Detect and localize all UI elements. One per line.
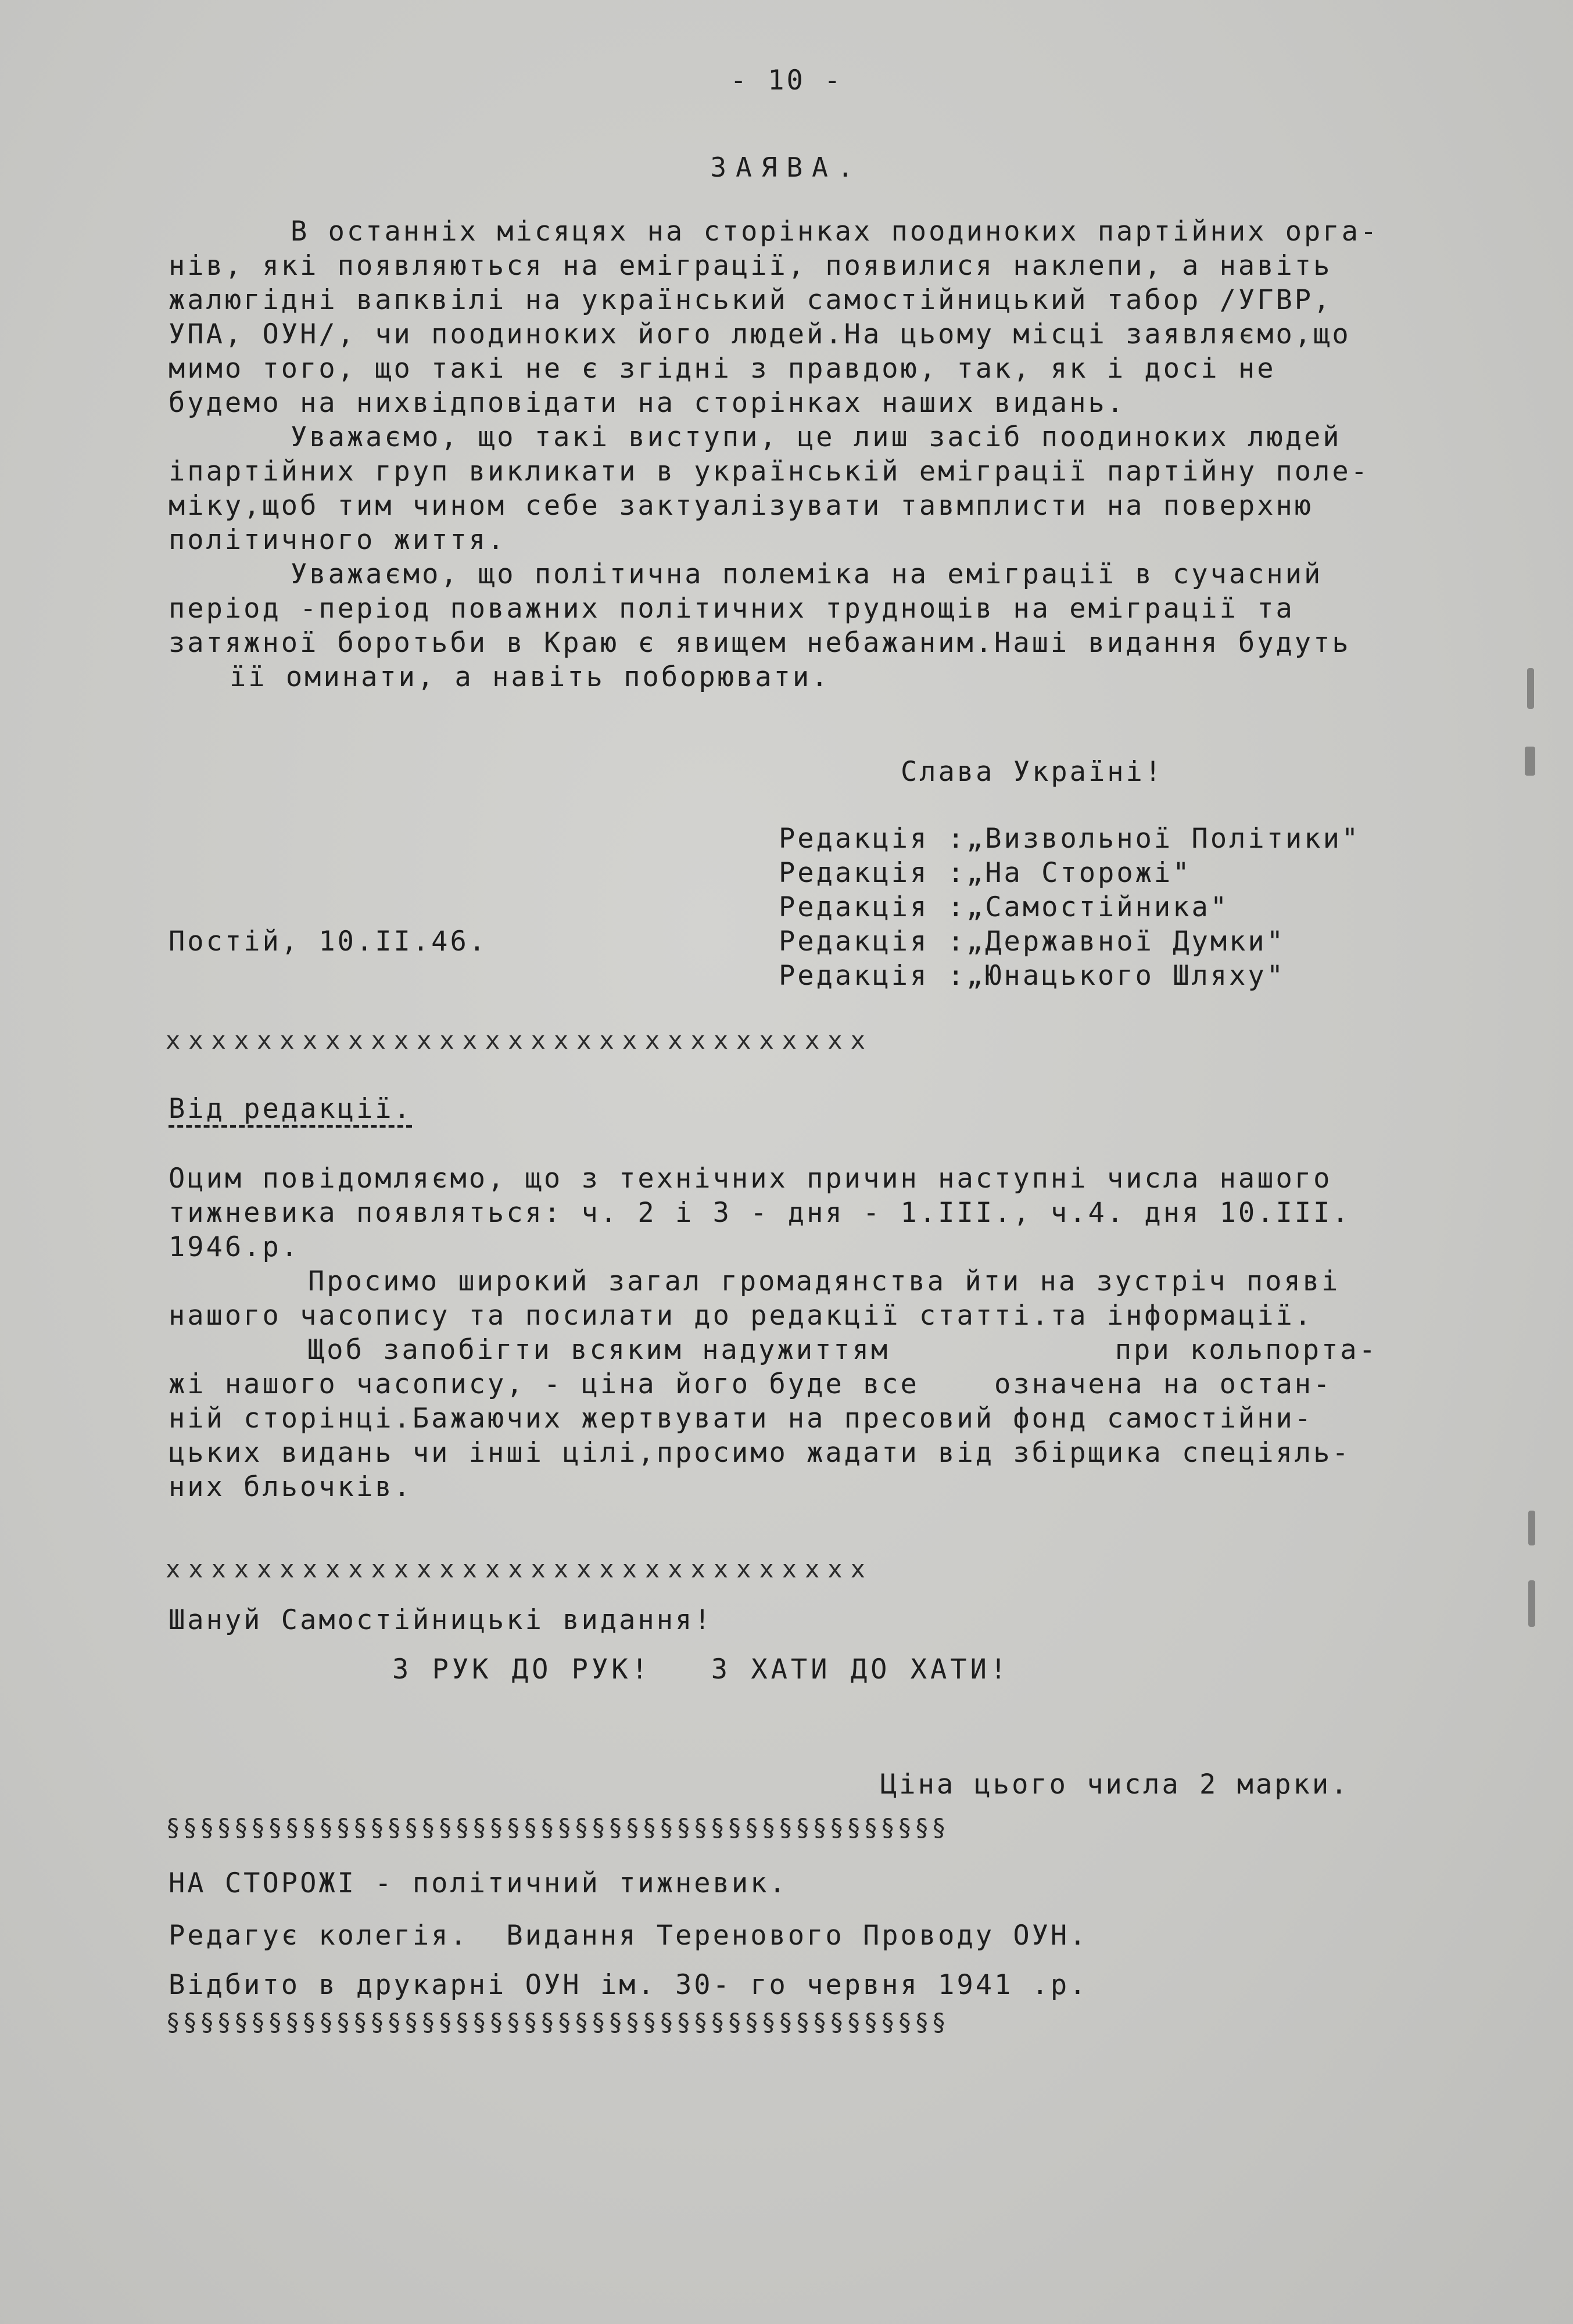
signature-line: Редакція :„Державної Думки" [779,926,1286,957]
editorial-line: цьких видань чи інші цілі,просимо жадати від збірщика спеціяль- [169,1437,1351,1469]
issue-price: Ціна цього числа 2 марки. [880,1769,1350,1801]
separator-rule: xxxxxxxxxxxxxxxxxxxxxxxxxxxxxxx [166,1026,873,1055]
printing-line: Відбито в друкарні ОУН ім. 30- го червня 1941 .р. [169,1969,1088,2001]
section-rule: §§§§§§§§§§§§§§§§§§§§§§§§§§§§§§§§§§§§§§§§§§§§§§ [166,1813,949,1842]
editors-line: Редагує колегія. Видання Теренового Проводу ОУН. [169,1920,1088,1952]
statement-line: Уважаємо, що такі виступи, це лиш засіб поодиноких людей [291,421,1342,453]
statement-line: Уважаємо, що політична полеміка на еміграції в сучасний [291,558,1323,590]
editorial-line: 1946.р. [169,1231,300,1263]
editorial-line: Просимо широкий загал громадянства йти на зустріч появі [308,1265,1341,1297]
masthead: НА СТОРОЖІ - політичний тижневик. [169,1867,788,1899]
statement-line: нів, які появляються на еміграції, появилися наклепи, а навіть [169,250,1332,282]
editorial-line: Щоб запобігти всяким надужиттям при кольпорта- [308,1334,1378,1366]
editorial-line: жі нашого часопису, - ціна його буде все означена на остан- [169,1368,1332,1400]
margin-mark [1525,747,1535,776]
document-title: ЗАЯВА. [710,152,863,183]
statement-line: політичного життя. [169,524,507,556]
footer-slogan: З РУК ДО РУК! З ХАТИ ДО ХАТИ! [392,1654,1011,1685]
place-date: Постій, 10.II.46. [169,926,488,957]
editorial-line: Оцим повідомляємо, що з технічних причин наступні числа нашого [169,1163,1332,1195]
editorial-line: тижневика появляться: ч. 2 і 3 - дня - 1.III., ч.4. дня 10.III. [169,1197,1351,1229]
statement-line: її оминати, а навіть поборювати. [230,661,830,693]
margin-mark [1528,1511,1535,1545]
editorial-line: ній сторінці.Бажаючих жертвувати на пресовий фонд самостійни- [169,1403,1314,1434]
editorial-line: них бльочків. [169,1471,413,1503]
statement-line: період -період поважних політичних труднощів на еміграції та [169,593,1295,625]
statement-line: мимо того, що такі не є згідні з правдою, так, як і досі не [169,353,1276,385]
statement-line: УПА, ОУН/, чи поодиноких його людей.На цьому місці заявляємо,що [169,318,1351,350]
statement-line: затяжної боротьби в Краю є явищем небажаним.Наші видання будуть [169,627,1351,659]
signature-line: Редакція :„Самостійника" [779,891,1230,923]
statement-line: іпартійних груп викликати в українській еміграції партійну поле- [169,456,1370,487]
separator-rule: xxxxxxxxxxxxxxxxxxxxxxxxxxxxxxx [166,1555,873,1583]
signature-line: Редакція :„На Сторожі" [779,857,1192,889]
statement-line: В останніх місяцях на сторінках поодиноких партійних орга- [291,216,1379,248]
editorial-heading: Від редакції. [169,1093,413,1125]
margin-mark [1527,668,1534,709]
section-rule: §§§§§§§§§§§§§§§§§§§§§§§§§§§§§§§§§§§§§§§§§§§§§§ [166,2008,949,2036]
statement-line: міку,щоб тим чином себе зактуалізувати тавмплисти на поверхню [169,490,1314,522]
editorial-line: нашого часопису та посилати до редакції статті.та інформації. [169,1300,1314,1332]
margin-mark [1528,1580,1535,1627]
support-call: Шануй Самостійницькі видання! [169,1604,713,1636]
statement-line: будемо на нихвідповідати на сторінках наших видань. [169,387,1126,419]
signature-line: Редакція :„Юнацького Шляху" [779,960,1286,992]
signature-line: Редакція :„Визвольної Політики" [779,823,1361,855]
closing-slogan: Слава Україні! [901,756,1164,788]
page-number: - 10 - [730,64,843,96]
statement-line: жалюгідні вапквілі на український самостійницький табор /УГВР, [169,284,1332,316]
